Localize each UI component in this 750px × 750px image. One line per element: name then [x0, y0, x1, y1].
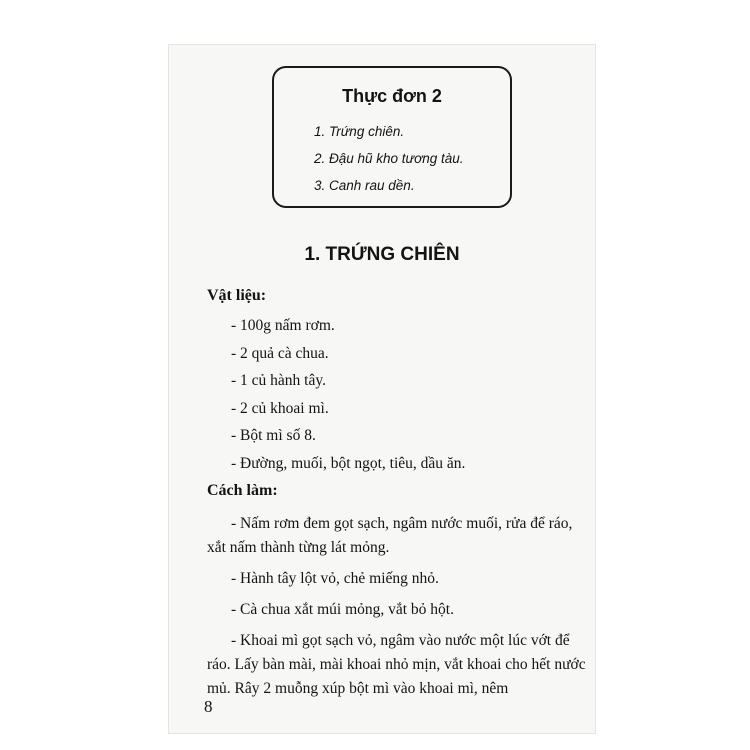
- ingredient-item: - Bột mì số 8.: [231, 427, 316, 444]
- menu-list: [314, 122, 464, 203]
- ingredients-list: [231, 316, 465, 481]
- ingredients-heading: Vật liệu:: [207, 287, 267, 304]
- ingredient-item: - Đường, muối, bột ngọt, tiêu, dầu ăn.: [231, 454, 466, 472]
- menu-item: 3. Canh rau dền.: [314, 178, 415, 193]
- ingredient-item: - 2 củ khoai mì.: [231, 399, 329, 417]
- section-title: 1. TRỨNG CHIÊN: [304, 244, 460, 265]
- menu-item: 1. Trứng chiên.: [314, 124, 405, 139]
- menu-box: [272, 66, 512, 208]
- menu-item: 2. Đậu hũ kho tương tàu.: [314, 151, 464, 166]
- method-step: - Khoai mì gọt sạch vỏ, ngâm vào nước một lúc vớt để ráo. Lấy bàn mài, mài khoai nhỏ mịn, vắt khoai cho hết nước mủ. Rây 2 muỗng xúp bột mì vào khoai mì, nêm: [207, 632, 586, 697]
- method-step: - Hành tây lột vỏ, chẻ miếng nhỏ.: [231, 570, 439, 587]
- method-steps: [207, 512, 587, 701]
- method-heading: Cách làm:: [207, 482, 278, 499]
- method-step: - Nấm rơm đem gọt sạch, ngâm nước muối, rửa để ráo, xắt nấm thành từng lát mỏng.: [207, 515, 573, 556]
- method-step: - Cà chua xắt múi mỏng, vắt bỏ hột.: [231, 601, 454, 618]
- ingredient-item: - 100g nấm rơm.: [231, 317, 335, 334]
- ingredient-item: - 1 củ hành tây.: [231, 372, 326, 389]
- menu-title: Thực đơn 2: [342, 86, 442, 106]
- ingredient-item: - 2 quả cà chua.: [231, 344, 329, 362]
- page-number: 8: [204, 697, 213, 716]
